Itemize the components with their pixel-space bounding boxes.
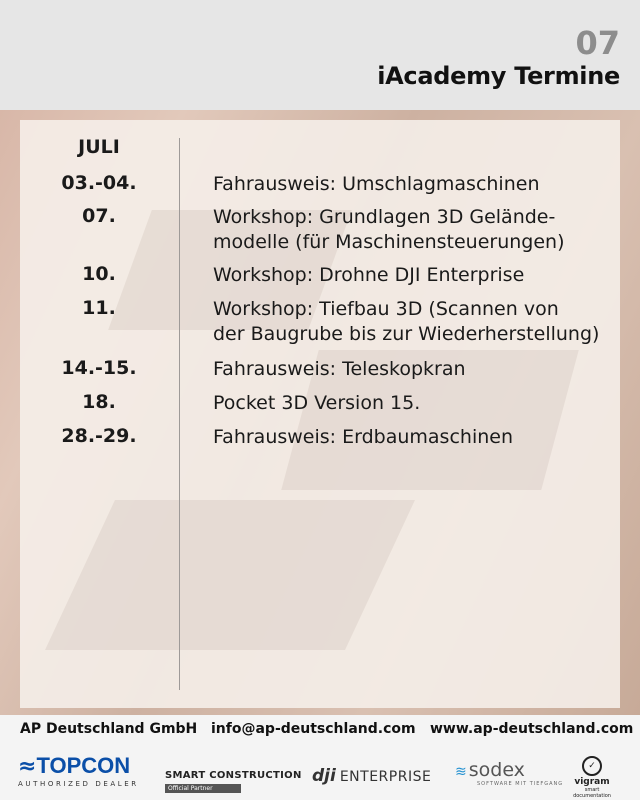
vigram-check-icon: ✓ (582, 756, 602, 776)
event-date: 07. (82, 205, 116, 227)
event-date: 18. (82, 391, 116, 413)
contact-bar (0, 721, 640, 743)
topcon-logo: ≈TOPCON AUTHORIZED DEALER (18, 753, 139, 788)
month-label: JULI (78, 136, 120, 158)
header (0, 0, 640, 110)
dji-enterprise-logo: dji ENTERPRISE (312, 766, 432, 786)
event-title: Fahrausweis: Umschlagmaschinen (213, 173, 540, 195)
event-title: Workshop: Drohne DJI Enterprise (213, 264, 525, 286)
event-date: 14.-15. (61, 357, 137, 379)
page-title: iAcademy Termine (377, 62, 620, 90)
event-title: Fahrausweis: Erdbaumaschinen (213, 426, 513, 448)
event-date: 11. (82, 297, 116, 319)
event-title: Workshop: Tiefbau 3D (Scannen von der Baugrube bis zur Wiederherstellung) (213, 298, 600, 345)
sodex-wave-icon: ≋ (455, 764, 467, 780)
smart-construction-logo: SMART CONSTRUCTION Official Partner (165, 770, 302, 792)
sodex-logo: ≋ sodex SOFTWARE MIT TIEFGANG (455, 759, 564, 787)
event-date: 10. (82, 263, 116, 285)
website-link[interactable]: www.ap-deutschland.com (430, 721, 634, 737)
vigram-logo: ✓ vigram smart documentation (566, 753, 618, 799)
footer (0, 715, 640, 800)
page-number: 07 (575, 24, 620, 62)
event-title: Workshop: Grundlagen 3D Gelände- modelle (für Maschinensteuerungen) (213, 206, 565, 253)
company-name: AP Deutschland GmbH (20, 721, 198, 737)
event-date: 03.-04. (61, 172, 137, 194)
column-divider (179, 138, 180, 690)
partner-logos (0, 753, 640, 798)
topcon-swoosh-icon: ≈ (18, 754, 37, 779)
event-title: Fahrausweis: Teleskopkran (213, 358, 466, 380)
email-link[interactable]: info@ap-deutschland.com (211, 721, 416, 737)
event-title: Pocket 3D Version 15. (213, 392, 421, 414)
event-date: 28.-29. (61, 425, 137, 447)
